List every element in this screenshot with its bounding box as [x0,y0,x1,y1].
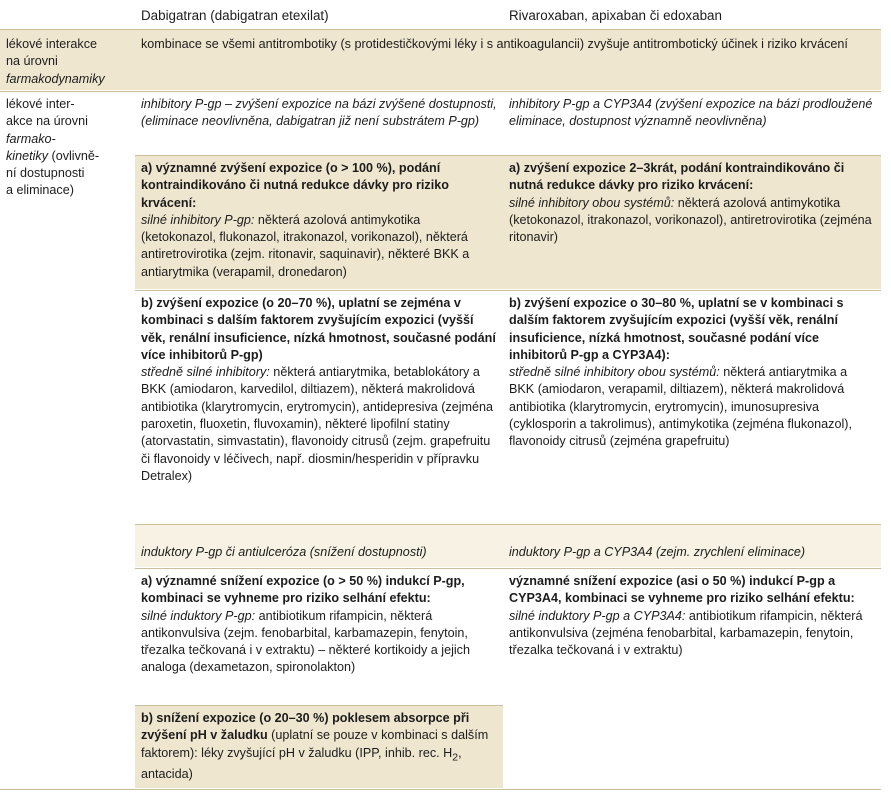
pd-row-text: kombinace se všemi antitrombotiky (s protidestičkovými léky i s antikoagulancii) zvyšuje antitrombotický účinek i riziko krvácení [135,30,881,90]
moderate-inhibitors-list: některá antiarytmika, betablokátory a BKK (amiodaron, karvedilol, diltiazem), některá makrolidová antibiotika (klarytromycin, erytromycin), antidepresiva (zejména paroxetin, fluoxetin, fluvoxamin), některé lipofilní statiny (atorvastatin, simvastatin), flavonoidy citrusů (zejm. grapefruitu či flavonoidy v léčivech, např. diosmin/hesperidin v přípravku Detralex) [141,365,494,483]
strong-inductors-list: antibiotikum rifampicin, některá antikonvulsiva (zejména fenobarbital, karbamazepin, fenytoin, třezalka tečkovaná i v extraktu) [509,608,863,658]
inhibitors-heading-dabigatran: inhibitory P-gp – zvýšení expozice na bázi zvýšené dostupnosti, (eliminace neovlivněna, dabigatran již není substrátem P-gp) [141,97,497,129]
strong-inhibitors-list: některá azolová antimykotika (ketokonazol, flukonazol, itrakonazol, vorikonazol), některá antiretrovirotika (zejm. ritonavir, saquinavir), některé BKK a antiarytmika (verapamil, dronedaron) [141,212,470,279]
inductor-effect-text: významné snížení expozice (asi o 50 %) indukcí P-gp a CYP3A4, kombinaci se vyhneme pro riziko selhání efektu: [509,574,855,606]
moderate-inhibitors-label: středně silné inhibitory obou systémů: [509,365,720,380]
row-divider [0,789,881,790]
pk-label-line [6,148,129,165]
antiulcer-text-end: , antacida) [141,745,462,782]
inhibitors-strong-dabigatran [135,156,503,289]
pk-label-normal: (ovlivně- [48,148,100,163]
row-divider [135,155,881,156]
moderate-effect-text: b) zvýšení expozice (o 20–70 %), uplatní se zejména v kombinaci s dalším faktorem zvyšujícím expozici (vyšší věk, renální insuficience, nízká hmotnost, současné podání více inhibitorů P-gp) [141,296,496,362]
pk-label-italic: kinetiky [6,148,48,163]
inductors-strong-dabigatran [135,569,503,704]
strong-inductors-label: silné induktory P-gp: [141,608,256,623]
moderate-effect-text: b) zvýšení expozice o 30–80 %, uplatní se v kombinaci s dalším faktorem zvyšujícím expozici (vyšší věk, renální insuficience, nízká hmotnost, současné podání více inhibitorů P-gp a CYP3A4): [509,296,844,362]
inductors-heading-dabigatran: induktory P-gp či antiulceróza (snížení dostupnosti) [135,525,503,567]
pk-label-line: ní dostupnosti [6,166,85,181]
inductor-effect-text: a) významné snížení expozice (o > 50 %) indukcí P-gp, kombinaci se vyhneme pro riziko selhání efektu: [141,574,465,606]
pk-label-line: farmako- [6,131,56,146]
pd-row-label [0,30,135,90]
moderate-inhibitors-label: středně silné inhibitory: [141,365,270,380]
strong-inductors-label: silné induktory P-gp a CYP3A4: [509,608,686,623]
strong-inhibitors-label: silné inhibitory P-gp: [141,212,255,227]
inhibitors-moderate-dabigatran [135,291,503,523]
strong-inhibitors-list: některá azolová antimykotika (ketokonazol, itrakonazol, vorikonazol), antiretrovirotika (zejména ritonavir) [509,195,872,245]
pd-label-line: farmakodynamiky [6,71,105,86]
row-divider [135,524,881,525]
antiulcer-effect-text: b) snížení expozice (o 20–30 %) poklesem absorpce při zvýšení pH v žaludku [141,711,470,743]
strong-effect-text: a) zvýšení expozice 2–3krát, podání kontraindikováno či nutná redukce dávky pro riziko krvácení: [509,161,845,193]
pk-label-line: akce na úrovni [6,114,88,129]
inhibitors-moderate-xabans [503,291,881,523]
antiulcer-text: (uplatní se pouze v kombinaci s dalším faktorem): léky zvyšující pH v žaludku (IPP, inhib. rec. H [141,728,489,760]
pk-label-line: lékové inter- [6,97,75,111]
subscript-2: 2 [452,751,459,764]
inhibitors-heading-xabans: inhibitory P-gp a CYP3A4 (zvýšení expozice na bázi prodloužené eliminace, dostupnost významně neovlivněna) [509,97,873,129]
strong-inductors-list: antibiotikum rifampicin, některá antikonvulsiva (zejm. fenobarbital, karbamazepin, fenytoin, třezalka tečkovaná i v extraktu) – některé kortikoidy a jejich analoga (dexametazon, spironolakton) [141,608,470,675]
moderate-inhibitors-list: některá antiarytmika a BKK (amiodaron, verapamil, diltiazem), některá makrolidová antibiotika (klarytromycin, erytromycin), imunosupresiva (cyklosporin a takrolimus), antimykotika (zejména flukonazol), flavonoidy citrusů (zejména grapefruitu) [509,365,852,449]
inductors-heading-xabans: induktory P-gp a CYP3A4 (zejm. zrychlení eliminace) [503,525,881,567]
header-cell-xabans: Rivaroxaban, apixaban či edoxaban [509,8,722,23]
row-divider [135,705,503,706]
pd-label-line: na úrovni [6,54,58,69]
pd-label-line: lékové interakce [6,37,98,51]
row-divider [0,91,881,92]
pk-row-label [0,92,135,212]
pk-label-line: a eliminace) [6,183,74,198]
row-divider [0,29,881,30]
inhibitors-strong-xabans [503,156,881,289]
header-cell-dabigatran: Dabigatran (dabigatran etexilat) [141,8,329,23]
inductors-strong-xabans [503,569,881,704]
row-divider [135,290,881,291]
row-divider [135,568,881,569]
antiulcer-dabigatran [135,706,503,788]
strong-inhibitors-label: silné inhibitory obou systémů: [509,195,675,210]
strong-effect-text: a) významné zvýšení expozice (o > 100 %), podání kontraindikováno či nutná redukce dávky pro riziko krvácení: [141,161,449,210]
